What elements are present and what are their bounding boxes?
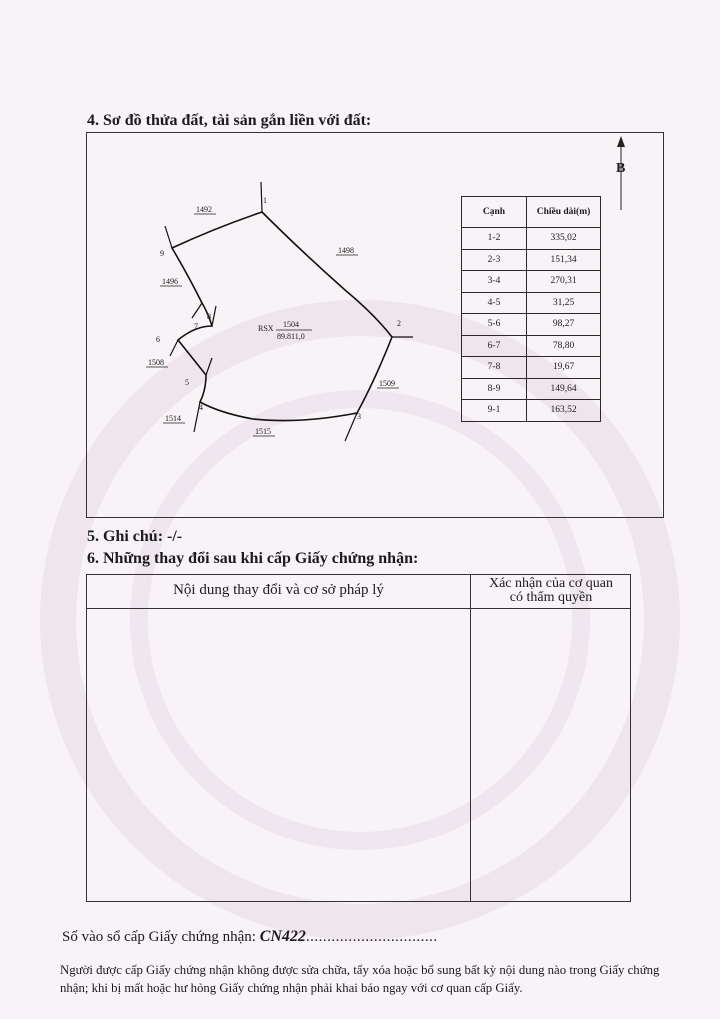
edge-cell: 8-9 <box>462 378 527 400</box>
table-row <box>462 314 601 336</box>
north-label: B <box>616 161 626 176</box>
edge-cell: 5-6 <box>462 314 527 336</box>
column-divider <box>470 575 471 901</box>
edge-cell: 6-7 <box>462 335 527 357</box>
neighbor-parcel-label: 1515 <box>255 427 271 436</box>
edge-cell: 4-5 <box>462 292 527 314</box>
vertex-label: 1 <box>263 196 267 205</box>
table-row <box>462 292 601 314</box>
section-4-title: 4. Sơ đồ thửa đất, tài sản gắn liền với đất: <box>87 112 372 129</box>
vertex-label: 9 <box>160 249 164 258</box>
header-edge: Cạnh <box>462 197 527 228</box>
table-row <box>462 271 601 293</box>
length-cell: 19,67 <box>527 357 601 379</box>
vertex-label: 2 <box>397 319 401 328</box>
neighbor-parcel-label: 1509 <box>379 379 395 388</box>
edge-cell: 1-2 <box>462 228 527 250</box>
north-arrow-head-icon <box>617 136 625 147</box>
authority-confirmation-header <box>472 577 630 605</box>
edge-cell: 9-1 <box>462 400 527 422</box>
parcel-area: 89.811,0 <box>277 332 305 341</box>
vertex-label: 3 <box>357 412 361 421</box>
neighbor-parcel-label: 1492 <box>196 205 212 214</box>
length-cell: 151,34 <box>527 249 601 271</box>
section-6-title: 6. Những thay đổi sau khi cấp Giấy chứng nhận: <box>87 550 419 567</box>
changes-table <box>86 574 631 902</box>
length-cell: 163,52 <box>527 400 601 422</box>
edge-cell: 3-4 <box>462 271 527 293</box>
changes-content-header: Nội dung thay đổi và cơ sở pháp lý <box>173 582 384 598</box>
length-cell: 78,80 <box>527 335 601 357</box>
length-cell: 335,02 <box>527 228 601 250</box>
authority-header-line1: Xác nhận của cơ quan <box>488 576 613 591</box>
registration-code: CN422 <box>259 928 306 945</box>
neighbor-parcel-label: 1498 <box>338 246 354 255</box>
table-row <box>462 357 601 379</box>
vertex-label: 8 <box>207 312 211 321</box>
registration-line <box>62 928 438 946</box>
vertex-label: 5 <box>185 378 189 387</box>
table-header-row <box>462 197 601 228</box>
table-row <box>462 335 601 357</box>
parcel-boundary <box>172 212 392 421</box>
table-row <box>462 249 601 271</box>
vertex-label: 6 <box>156 335 160 344</box>
length-cell: 149,64 <box>527 378 601 400</box>
table-row <box>462 228 601 250</box>
neighbor-parcel-label: 1514 <box>165 414 181 423</box>
length-cell: 31,25 <box>527 292 601 314</box>
registration-dots: ............................... <box>305 929 438 945</box>
table-row <box>462 378 601 400</box>
edge-length-table <box>461 196 601 422</box>
registration-label: Số vào sổ cấp Giấy chứng nhận: <box>62 929 256 945</box>
header-length: Chiều dài(m) <box>527 197 601 228</box>
section-5-title: 5. Ghi chú: -/- <box>87 528 183 545</box>
neighbor-parcel-label: 1508 <box>148 358 164 367</box>
edge-cell: 2-3 <box>462 249 527 271</box>
length-cell: 270,31 <box>527 271 601 293</box>
vertex-label: 7 <box>194 322 198 331</box>
length-cell: 98,27 <box>527 314 601 336</box>
neighbor-parcel-label: 1496 <box>162 277 178 286</box>
legal-notice: Người được cấp Giấy chứng nhận không được sửa chữa, tẩy xóa hoặc bổ sung bất kỳ nội dung nào trong Giấy chứng nhận; khi bị mất hoặc hư hỏng Giấy chứng nhận phải khai báo ngay với cơ quan cấp Giấy. <box>60 963 660 995</box>
parcel-type-code: RSX <box>258 324 274 333</box>
parcel-number: 1504 <box>283 320 299 329</box>
table-row <box>462 400 601 422</box>
authority-header-line2: có thẩm quyền <box>509 590 593 605</box>
vertex-label: 4 <box>199 403 203 412</box>
edge-cell: 7-8 <box>462 357 527 379</box>
